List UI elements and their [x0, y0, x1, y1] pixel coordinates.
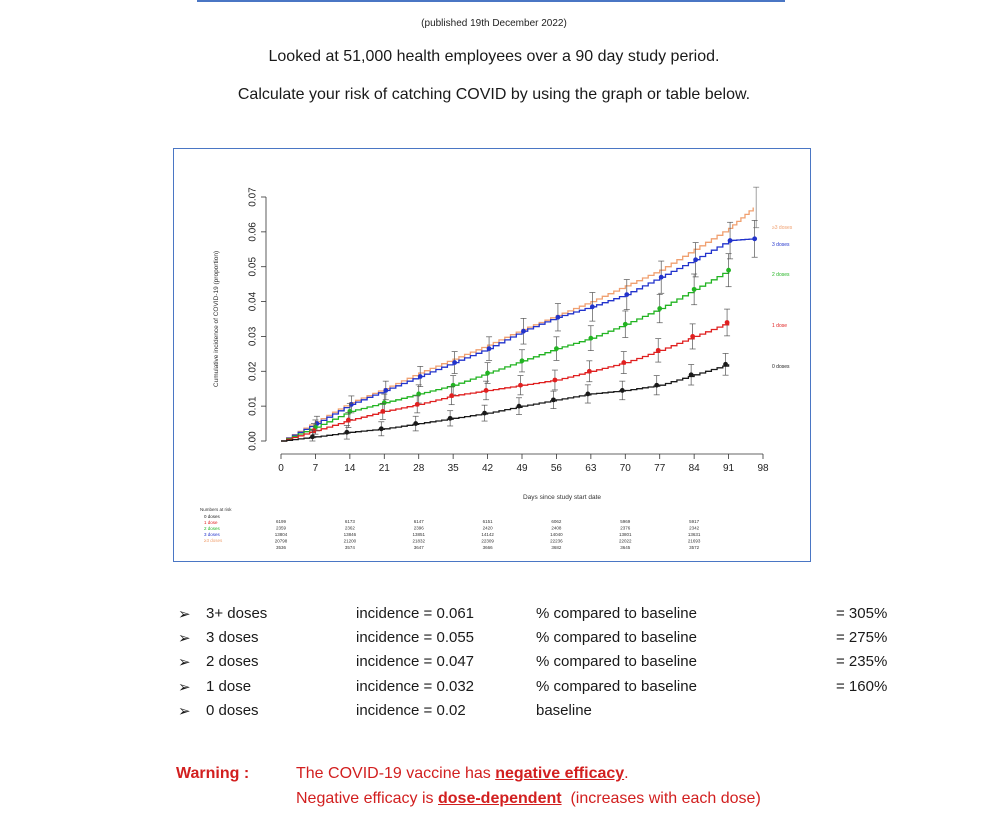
- data-point: [554, 346, 559, 351]
- arrow-bullet-icon: ➢: [178, 703, 191, 720]
- x-tick-label: 7: [312, 463, 319, 474]
- data-point: [654, 383, 659, 388]
- data-point: [588, 336, 593, 341]
- data-point: [726, 268, 731, 273]
- risk-table-cell: 3574: [344, 545, 355, 550]
- series-line: [281, 364, 729, 441]
- risk-table-cell: 3647: [413, 545, 424, 550]
- data-point: [752, 236, 757, 241]
- x-axis-title: Days since study start date: [522, 494, 602, 501]
- risk-table-cell: 2342: [689, 525, 700, 531]
- x-tick-label: 28: [413, 463, 425, 474]
- percent-value: = 275%: [836, 629, 888, 646]
- x-tick-label: 70: [619, 463, 631, 474]
- y-tick-label: 0.07: [247, 187, 259, 207]
- x-tick-label: 42: [482, 463, 494, 474]
- data-point: [551, 397, 556, 402]
- data-point: [344, 430, 349, 435]
- x-tick-label: 63: [585, 463, 597, 474]
- data-point: [656, 348, 661, 353]
- risk-table-cell: 13804: [274, 532, 288, 537]
- risk-table-cell: 2408: [551, 525, 562, 531]
- legend-label: 1 dose: [772, 323, 788, 329]
- x-tick-label: 0: [278, 463, 284, 474]
- x-tick-label: 84: [688, 463, 700, 474]
- data-point: [379, 426, 384, 431]
- data-point: [693, 257, 698, 262]
- risk-table-cell: 6062: [551, 519, 562, 524]
- warning-emphasis-1: negative efficacy: [495, 765, 625, 782]
- arrow-bullet-icon: ➢: [178, 630, 191, 647]
- risk-table-cell: 2359: [275, 525, 287, 531]
- incidence-value: incidence = 0.047: [356, 653, 475, 670]
- data-point: [659, 275, 664, 280]
- risk-table-label: 3 doses: [204, 532, 220, 537]
- comparison-label: baseline: [536, 702, 592, 719]
- risk-table-cell: 2362: [344, 525, 355, 531]
- risk-table-cell: 13851: [412, 532, 425, 537]
- legend-label: 0 doses: [772, 364, 790, 370]
- data-point: [520, 358, 525, 363]
- data-point: [657, 306, 662, 311]
- y-tick-label: 0.01: [247, 396, 259, 416]
- warning-line-2-text: Negative efficacy is: [296, 790, 438, 807]
- risk-table-cell: 13631: [687, 532, 701, 537]
- risk-table-cell: 21832: [412, 538, 425, 544]
- risk-table-cell: 22236: [550, 538, 563, 544]
- risk-table-cell: 22309: [481, 538, 494, 544]
- data-point: [310, 434, 315, 439]
- data-point: [621, 360, 626, 365]
- risk-table-label: 0 doses: [204, 514, 220, 519]
- data-point: [585, 392, 590, 397]
- incidence-value: incidence = 0.061: [356, 605, 475, 622]
- x-tick-label: 21: [378, 463, 390, 474]
- y-axis-title: Cumulative incidence of COVID-19 (proportion): [213, 250, 220, 388]
- legend-label: 3 doses: [772, 242, 790, 248]
- data-point: [521, 329, 526, 334]
- incidence-value: incidence = 0.02: [356, 702, 466, 719]
- warning-label: Warning :: [176, 765, 250, 782]
- x-tick-label: 77: [654, 463, 666, 474]
- risk-table-title: Numbers at risk: [200, 507, 232, 512]
- incidence-value: incidence = 0.032: [356, 678, 475, 695]
- x-tick-label: 98: [757, 463, 769, 474]
- comparison-label: % compared to baseline: [536, 678, 697, 695]
- risk-table-cell: 22022: [619, 538, 632, 544]
- data-point: [517, 404, 522, 409]
- x-tick-label: 49: [516, 463, 528, 474]
- risk-table-cell: 6147: [413, 519, 424, 524]
- arrow-bullet-icon: ➢: [178, 654, 191, 671]
- risk-table-label: 2 doses: [204, 526, 220, 531]
- x-tick-label: 56: [550, 463, 562, 474]
- data-point: [485, 371, 490, 376]
- legend-label: 2 doses: [772, 272, 790, 278]
- data-point: [620, 388, 625, 393]
- arrow-bullet-icon: ➢: [178, 606, 191, 623]
- x-tick-label: 14: [344, 463, 356, 474]
- percent-value: = 235%: [836, 653, 888, 670]
- data-point: [690, 334, 695, 339]
- risk-table-cell: 2396: [413, 525, 424, 531]
- data-point: [452, 360, 457, 365]
- risk-table-cell: 3682: [551, 545, 562, 550]
- warning-line-2-end: (increases with each dose): [561, 790, 761, 807]
- data-point: [346, 418, 351, 423]
- data-point: [487, 346, 492, 351]
- warning-line-1: [296, 765, 629, 783]
- percent-value: = 305%: [836, 605, 888, 622]
- data-point: [448, 416, 453, 421]
- incidence-chart: [173, 148, 811, 562]
- data-point: [518, 383, 523, 388]
- chart-canvas: [174, 149, 810, 561]
- data-point: [553, 378, 558, 383]
- dose-label: 1 dose: [206, 678, 252, 695]
- dose-label: 0 doses: [206, 702, 259, 719]
- risk-table-cell: 13846: [343, 532, 357, 537]
- y-tick-label: 0.05: [247, 256, 259, 277]
- risk-table-cell: 5917: [689, 519, 700, 524]
- data-point: [380, 409, 385, 414]
- study-description: Looked at 51,000 health employees over a 90 day study period.: [268, 48, 720, 65]
- risk-table-cell: 3645: [620, 545, 631, 550]
- warning-line-1-text: The COVID-19 vaccine has: [296, 765, 496, 782]
- dose-label: 2 doses: [206, 653, 259, 670]
- risk-table-cell: 5969: [620, 519, 631, 524]
- comparison-label: % compared to baseline: [536, 629, 697, 646]
- data-point: [723, 362, 728, 367]
- comparison-label: % compared to baseline: [536, 605, 697, 622]
- y-tick-label: 0.03: [247, 326, 259, 347]
- data-point: [725, 320, 730, 325]
- data-point: [587, 369, 592, 374]
- data-point: [413, 421, 418, 426]
- data-point: [415, 402, 420, 407]
- y-tick-label: 0.00: [247, 431, 259, 451]
- published-date: (published 19th December 2022): [421, 18, 567, 29]
- risk-table-cell: 21693: [687, 538, 701, 544]
- risk-table-cell: 2420: [482, 525, 493, 531]
- warning-line-1-end: .: [624, 765, 629, 782]
- y-tick-label: 0.04: [247, 291, 259, 312]
- legend-label: ≥3 doses: [772, 225, 793, 231]
- comparison-label: % compared to baseline: [536, 653, 697, 670]
- dose-label: 3 doses: [206, 629, 259, 646]
- risk-table-cell: 3572: [689, 545, 700, 550]
- data-point: [383, 388, 388, 393]
- warning-line-2: [296, 790, 761, 808]
- dose-label: 3+ doses: [206, 605, 268, 622]
- data-point: [692, 287, 697, 292]
- data-point: [556, 315, 561, 320]
- risk-table-cell: 6199: [275, 519, 287, 524]
- y-tick-label: 0.06: [247, 222, 259, 242]
- incidence-value: incidence = 0.055: [356, 629, 475, 646]
- data-point: [590, 304, 595, 309]
- x-tick-label: 91: [723, 463, 735, 474]
- data-point: [484, 388, 489, 393]
- percent-value: = 160%: [836, 678, 888, 695]
- arrow-bullet-icon: ➢: [178, 679, 191, 696]
- risk-table-cell: 14142: [481, 532, 494, 537]
- data-point: [689, 372, 694, 377]
- risk-table-cell: 6151: [482, 519, 493, 524]
- risk-table-label: ≥3 doses: [204, 538, 223, 543]
- risk-table-cell: 21200: [343, 538, 357, 544]
- risk-table-cell: 3536: [275, 545, 287, 550]
- data-point: [728, 238, 733, 243]
- data-point: [624, 292, 629, 297]
- risk-table-cell: 3666: [482, 545, 493, 550]
- data-point: [623, 322, 628, 327]
- y-tick-label: 0.02: [247, 361, 259, 382]
- data-point: [418, 374, 423, 379]
- risk-table-cell: 2376: [620, 525, 631, 531]
- top-border-line: [197, 0, 785, 2]
- risk-table-cell: 6173: [344, 519, 355, 524]
- data-point: [449, 393, 454, 398]
- risk-table-cell: 20798: [274, 538, 288, 544]
- warning-emphasis-2: dose-dependent: [438, 790, 562, 807]
- risk-table-cell: 13801: [619, 532, 632, 537]
- data-point: [482, 411, 487, 416]
- instruction-text: Calculate your risk of catching COVID by using the graph or table below.: [237, 86, 751, 103]
- risk-table-cell: 14040: [550, 532, 563, 537]
- risk-table-label: 1 dose: [204, 520, 218, 525]
- x-tick-label: 35: [447, 463, 459, 474]
